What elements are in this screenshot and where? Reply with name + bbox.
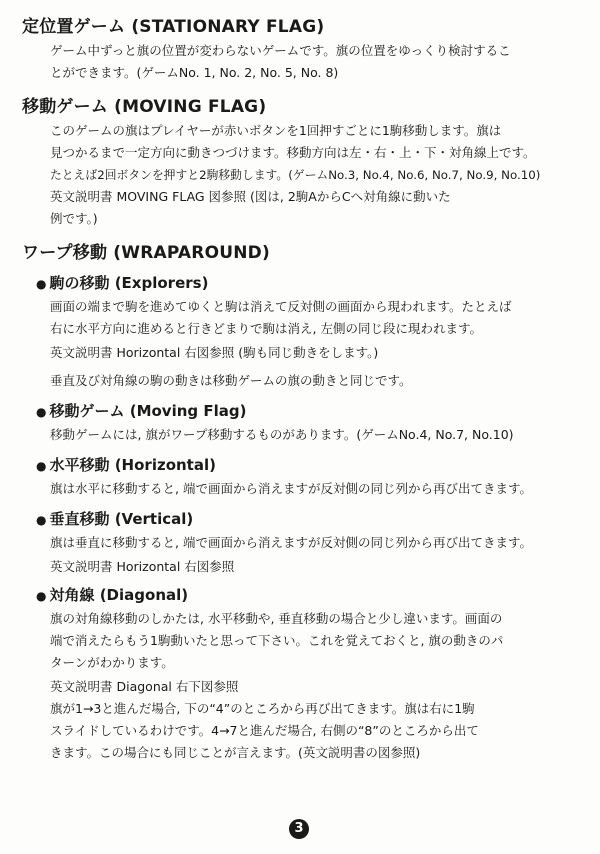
diagonal-line-2: 端で消えたらもう1駒動いたと思って下さい。これを覚えておくと, 旗の動きのパ — [50, 633, 504, 648]
page-number: 3 — [289, 819, 309, 839]
subheading-explorers — [36, 272, 208, 293]
bullet-icon: ● — [36, 589, 47, 603]
subheading-horizontal-text: 水平移動 (Horizontal) — [49, 456, 216, 474]
diagonal-line-5: 旗が1→3と進んだ場合, 下の“4”のところから再び出てきます。旗は右に1駒 — [50, 701, 475, 716]
explorers-line-3: 英文説明書 Horizontal 右図参照 (駒も同じ動きをします。) — [50, 345, 379, 360]
subheading-diagonal — [36, 584, 188, 605]
vertical-line-2: 英文説明書 Horizontal 右図参照 — [50, 559, 235, 574]
subheading-horizontal — [36, 454, 216, 475]
moving-line-2: 見つかるまで一定方向に動きつづけます。移動方向は左・右・上・下・対角線上です。 — [50, 145, 536, 160]
heading-stationary-flag: 定位置ゲーム (STATIONARY FLAG) — [22, 17, 325, 37]
diagonal-line-7: きます。この場合にも同じことが言えます。(英文説明書の図参照) — [50, 745, 421, 760]
subheading-moving-flag — [36, 400, 246, 421]
diagonal-line-4: 英文説明書 Diagonal 右下図参照 — [50, 679, 239, 694]
moving-line-4: 英文説明書 MOVING FLAG 図参照 (図は, 2駒AからCへ対角線に動いた — [50, 189, 451, 204]
moving-line-5: 例です。) — [50, 211, 98, 226]
heading-wraparound: ワープ移動 (WRAPAROUND) — [22, 243, 270, 263]
moving-line-1: このゲームの旗はプレイヤーが赤いボタンを1回押すごとに1駒移動します。旗は — [50, 123, 502, 138]
explorers-line-2: 右に水平方向に進めると行きどまりで駒は消え, 左側の同じ段に現われます。 — [50, 321, 482, 336]
diagonal-line-1: 旗の対角線移動のしかたは, 水平移動や, 垂直移動の場合と少し違います。画面の — [50, 611, 503, 626]
vertical-line-1: 旗は垂直に移動すると, 端で画面から消えますが反対側の同じ列から再び出てきます。 — [50, 535, 532, 550]
subheading-diagonal-text: 対角線 (Diagonal) — [49, 586, 189, 604]
movingflag-line-1: 移動ゲームには, 旗がワープ移動するものがあります。(ゲームNo.4, No.7, No.10) — [50, 427, 514, 442]
explorers-line-1: 画面の端まで駒を進めてゆくと駒は消えて反対側の画面から現われます。たとえば — [50, 299, 512, 314]
bullet-icon: ● — [36, 459, 47, 473]
stationary-line-2: とができます。(ゲームNo. 1, No. 2, No. 5, No. 8) — [50, 65, 339, 80]
subheading-moving-flag-text: 移動ゲーム (Moving Flag) — [49, 402, 247, 420]
bullet-icon: ● — [36, 277, 47, 291]
diagonal-line-3: ターンがわかります。 — [50, 655, 174, 670]
heading-moving-flag: 移動ゲーム (MOVING FLAG) — [22, 97, 267, 117]
subheading-explorers-text: 駒の移動 (Explorers) — [49, 274, 209, 292]
horizontal-line-1: 旗は水平に移動すると, 端で画面から消えますが反対側の同じ列から再び出てきます。 — [50, 481, 532, 496]
explorers-line-4: 垂直及び対角線の駒の動きは移動ゲームの旗の動きと同じです。 — [50, 373, 412, 388]
subheading-vertical-text: 垂直移動 (Vertical) — [49, 510, 194, 528]
stationary-line-1: ゲーム中ずっと旗の位置が変わらないゲームです。旗の位置をゆっくり検討するこ — [50, 43, 511, 58]
bullet-icon: ● — [36, 513, 47, 527]
subheading-vertical — [36, 508, 193, 529]
moving-line-3: たとえば2回ボタンを押すと2駒移動します。(ゲームNo.3, No.4, No.6, No.7, No.9, No.10) — [50, 168, 541, 182]
diagonal-line-6: スライドしているわけです。4→7と進んだ場合, 右側の“8”のところから出て — [50, 723, 479, 738]
bullet-icon: ● — [36, 405, 47, 419]
